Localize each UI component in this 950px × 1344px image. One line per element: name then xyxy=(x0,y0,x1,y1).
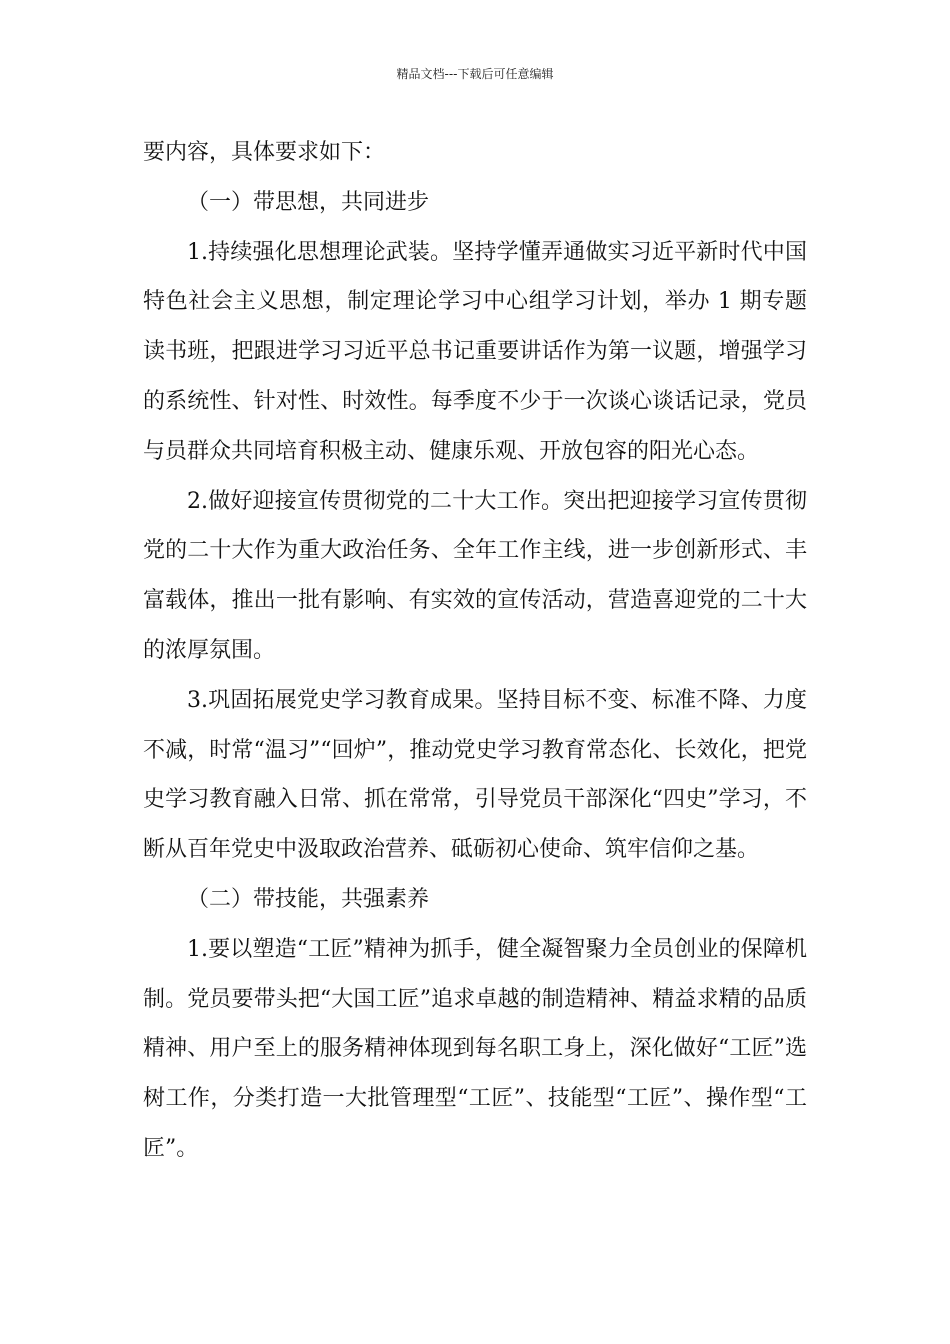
document-body xyxy=(143,128,807,1174)
paragraph-item-1-3: 3.巩固拓展党史学习教育成果。坚持目标不变、标准不降、力度不减，时常“温习”“回炉”，推动党史学习教育常态化、长效化，把党史学习教育融入日常、抓在常常，引导党员干部深化“四史”学习，不断从百年党史中汲取政治营养、砥砺初心使命、筑牢信仰之基。 xyxy=(143,687,807,863)
page-header: 精品文档---下载后可任意编辑 xyxy=(396,67,554,81)
section-heading-2: （二）带技能，共强素养 xyxy=(187,886,430,912)
paragraph-item-1-1: 1.持续强化思想理论武装。坚持学懂弄通做实习近平新时代中国特色社会主义思想，制定理论学习中心组学习计划，举办 1 期专题读书班，把跟进学习习近平总书记重要讲话作为第一议题，增强学习的系统性、针对性、时效性。每季度不少于一次谈心谈话记录，党员与员群众共同培育积极主动、健康乐观、开放包容的阳光心态。 xyxy=(143,239,807,464)
paragraph-item-2-1: 1.要以塑造“工匠”精神为抓手，健全凝智聚力全员创业的保障机制。党员要带头把“大国工匠”追求卓越的制造精神、精益求精的品质精神、用户至上的服务精神体现到每名职工身上，深化做好“工匠”选树工作，分类打造一大批管理型“工匠”、技能型“工匠”、操作型“工匠”。 xyxy=(143,936,807,1161)
paragraph-item-1-2: 2.做好迎接宣传贯彻党的二十大工作。突出把迎接学习宣传贯彻党的二十大作为重大政治任务、全年工作主线，进一步创新形式、丰富载体，推出一批有影响、有实效的宣传活动，营造喜迎党的二十大的浓厚氛围。 xyxy=(143,488,807,663)
section-heading-1: （一）带思想，共同进步 xyxy=(187,189,430,215)
paragraph-continuation: 要内容，具体要求如下： xyxy=(143,140,386,165)
